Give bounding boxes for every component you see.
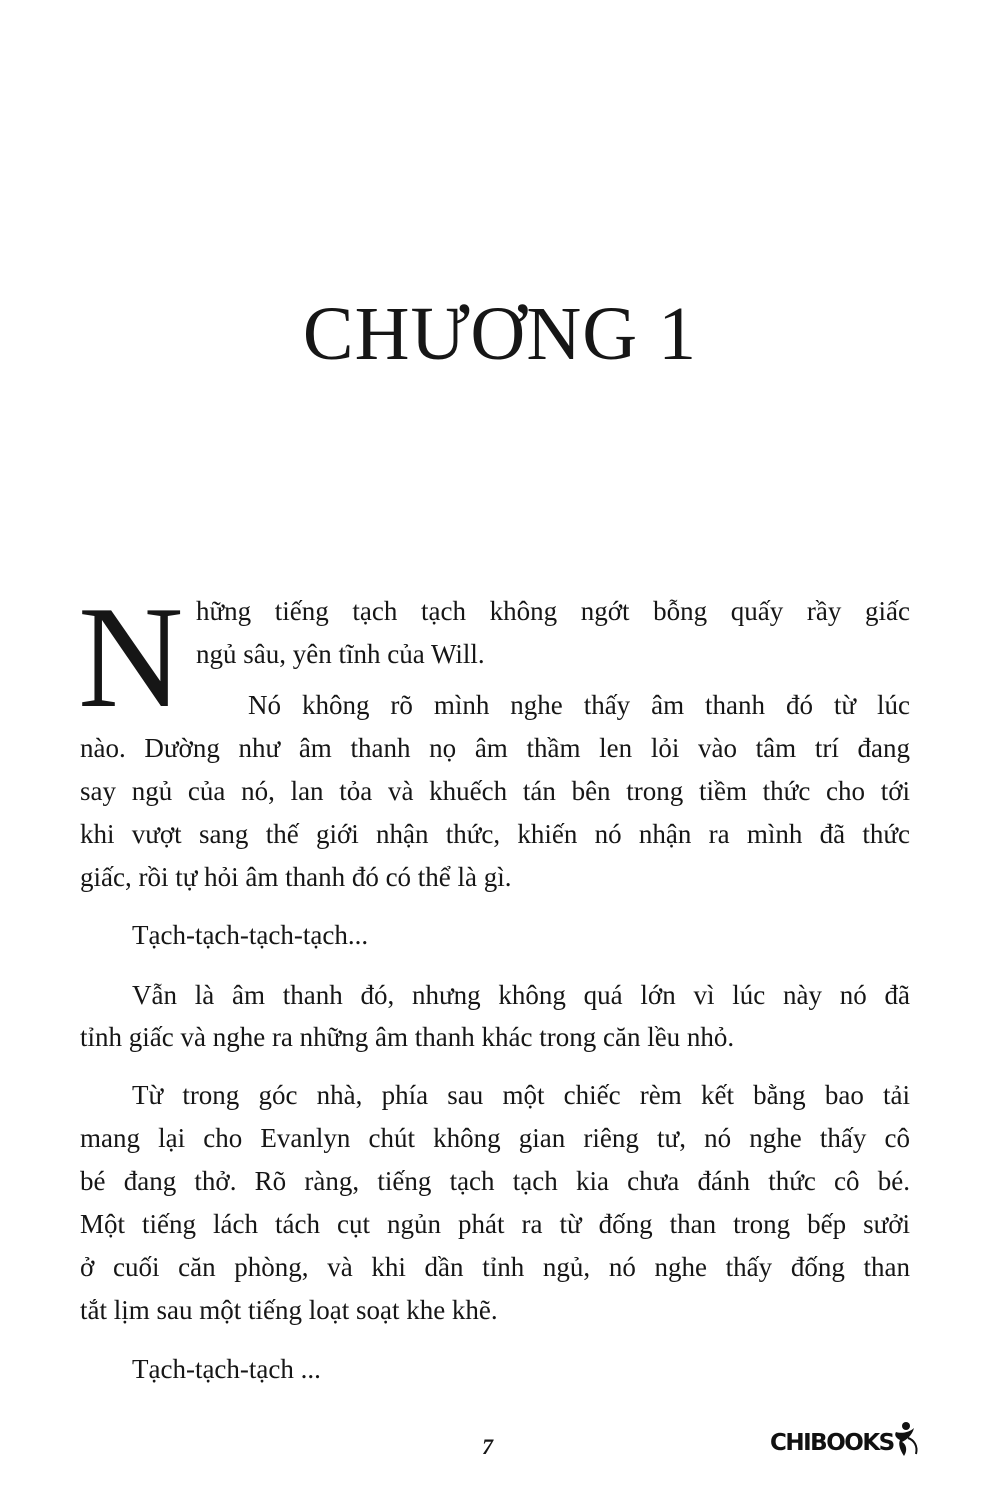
text-line: Tạch-tạch-tạch ...	[132, 1354, 321, 1384]
publisher-name: CHIBOOKS	[770, 1430, 894, 1456]
text-line: Nó không rõ mình nghe thấy âm thanh đó từ lúc	[248, 690, 910, 720]
text-line: tỉnh giấc và nghe ra những âm thanh khác trong căn lều nhỏ.	[80, 1022, 735, 1052]
text-line: hững tiếng tạch tạch không ngớt bỗng quấy rầy giấc	[196, 596, 910, 626]
text-line: ở cuối căn phòng, và khi dần tỉnh ngủ, nó nghe thấy đống than	[80, 1252, 910, 1282]
chapter-title: CHƯƠNG 1	[302, 292, 698, 376]
page-number: 7	[482, 1434, 493, 1459]
text-line: Từ trong góc nhà, phía sau một chiếc rèm kết bằng bao tải	[132, 1080, 910, 1110]
publisher-logo	[770, 1420, 920, 1460]
text-line: mang lại cho Evanlyn chút không gian riêng tư, nó nghe thấy cô	[80, 1123, 910, 1153]
text-line: say ngủ của nó, lan tỏa và khuếch tán bên trong tiềm thức cho tới	[80, 776, 910, 806]
text-line: tắt lịm sau một tiếng loạt soạt khe khẽ.	[80, 1295, 498, 1325]
text-line: ngủ sâu, yên tĩnh của Will.	[196, 639, 485, 669]
leaf-figure-icon	[892, 1420, 920, 1458]
drop-cap: N	[78, 576, 184, 738]
text-line: Vẫn là âm thanh đó, nhưng không quá lớn vì lúc này nó đã	[132, 980, 910, 1010]
text-line: nào. Dường như âm thanh nọ âm thầm len lỏi vào tâm trí đang	[80, 733, 910, 763]
text-line: bé đang thở. Rõ ràng, tiếng tạch tạch kia chưa đánh thức cô bé.	[80, 1166, 910, 1196]
text-line: giấc, rồi tự hỏi âm thanh đó có thể là gì.	[80, 862, 512, 892]
text-line: khi vượt sang thế giới nhận thức, khiến nó nhận ra mình đã thức	[80, 819, 910, 849]
text-line: Tạch-tạch-tạch-tạch...	[132, 920, 369, 950]
text-line: Một tiếng lách tách cụt ngủn phát ra từ đống than trong bếp sưởi	[80, 1209, 910, 1239]
